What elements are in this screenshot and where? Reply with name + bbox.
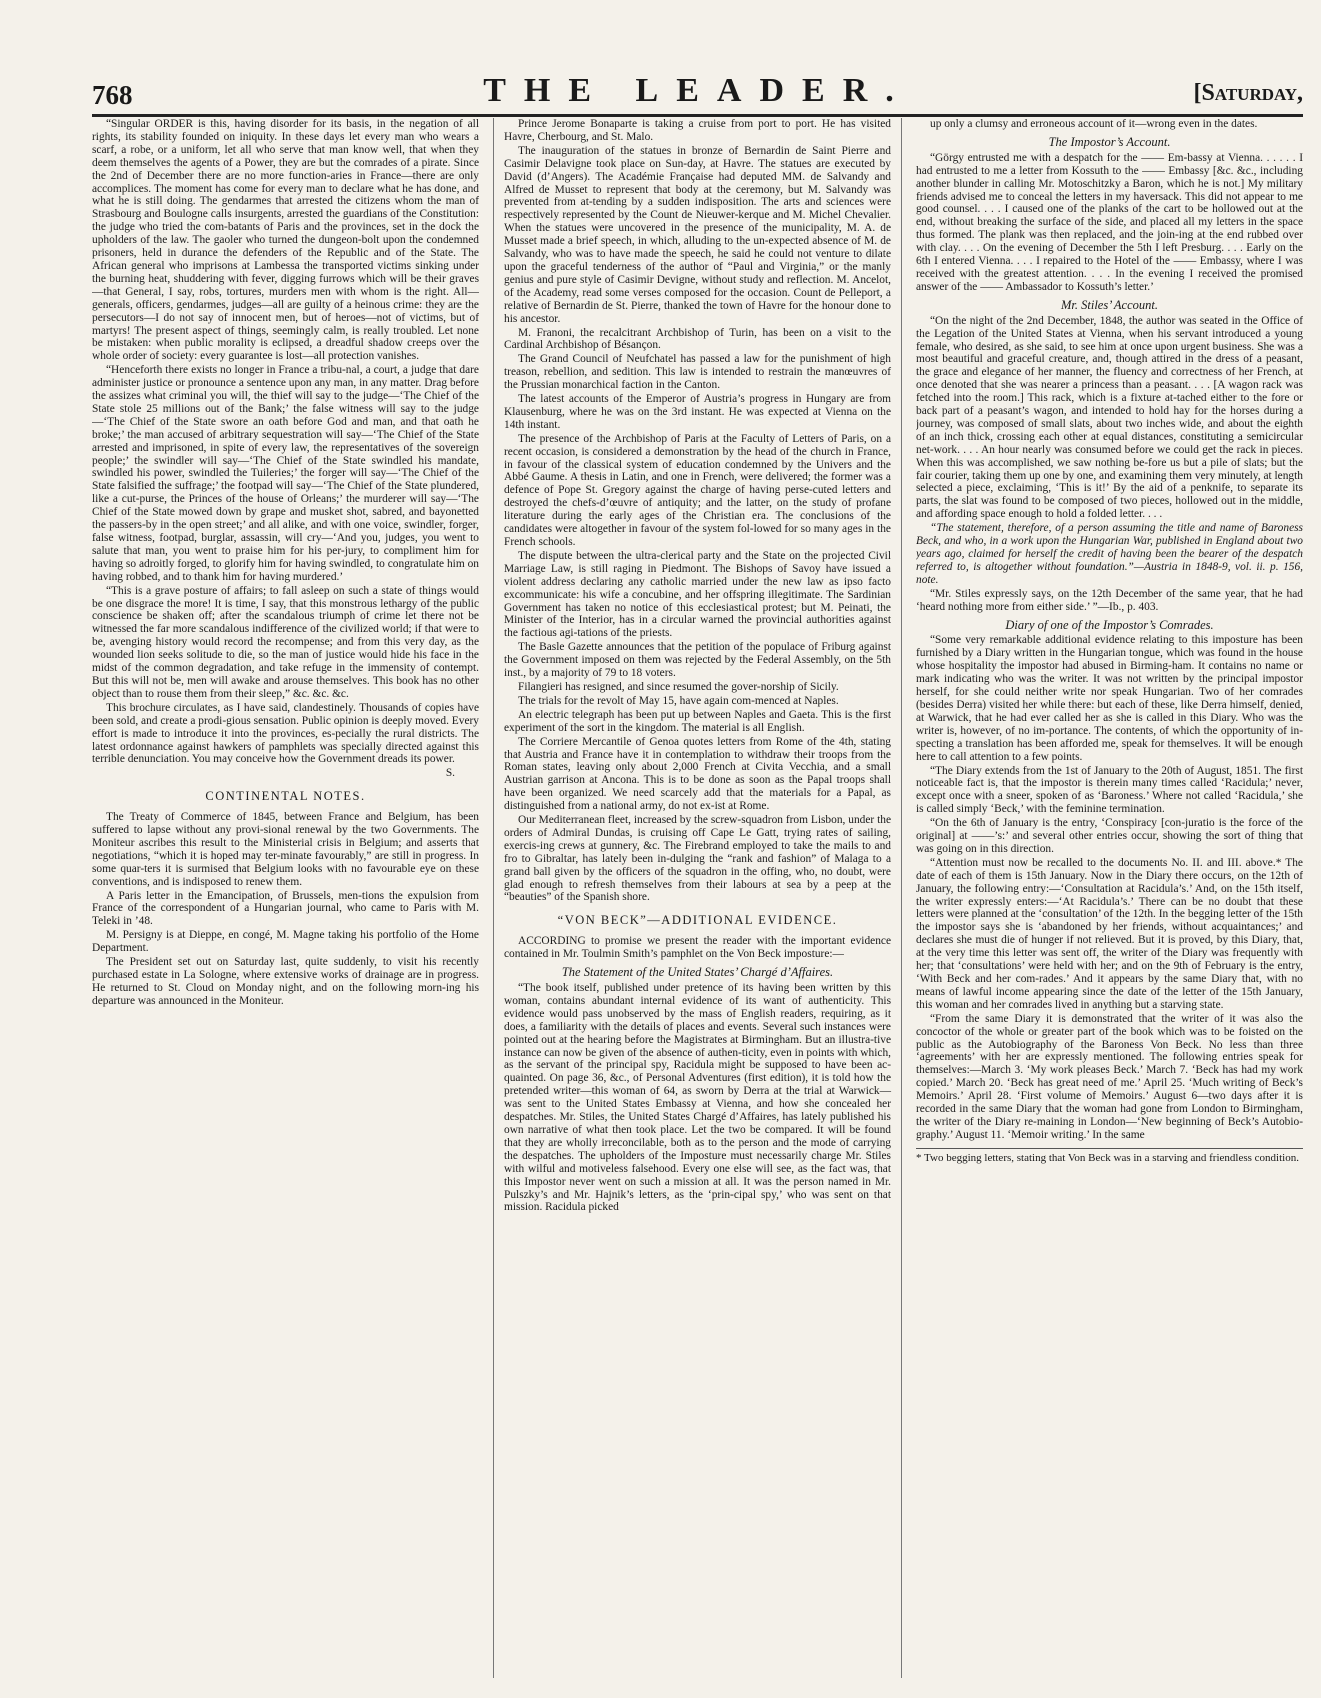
footnote: * Two begging letters, stating that Von Beck was in a starving and friendless condition.: [916, 1148, 1303, 1165]
paragraph: “The book itself, published under pretence of its having been written by this woman, contains abundant internal evidence of its want of authenticity. This evidence would pass unobserved by the mass of English readers, requiring, as it does, a familiarity with the details of places and events. Several such instances were pointed out at the hearing before the Magistrates at Birmingham. But an illustra-tive instance can now be given of the absence of authen-ticity, even in points with which, as the servant of the principal spy, Racidula might be supposed to have been ac-quainted. On page 36, &c., of Personal Adventures (first edition), it is told how the pretended writer—this woman of 64, as sworn by Derra at the trial at Warwick—was sent to the United States Embassy at Vienna, and how she concealed her despatches. Mr. Stiles, the United States Chargé d’Affaires, has lately published his own narrative of what then took place. Let the two be compared. It will be found that they are wholly irreconcilable, both as to the person and the mode of carrying the despatches. The upholders of the Imposture must necessarily charge Mr. Stiles with wilful and motiveless falsehood. Every one else will see, as the fact was, that this Impostor never went on such a mission at all. It was the person named in Mr. Pulszky’s and Mr. Hajnik’s letters, as the ‘prin-cipal spy,’ who was sent on that mission. Racidula picked: [504, 982, 891, 1214]
column-right: [916, 118, 1303, 1678]
section-heading-von-beck: “VON BECK”—ADDITIONAL EVIDENCE.: [557, 913, 838, 928]
paragraph: “On the 6th of January is the entry, ‘Conspiracy [con-juratio is the force of the original] at ——’s:’ and several other entries occur, showing the sort of thing that was going on in this direction.: [916, 817, 1303, 855]
sub-heading-diary: Diary of one of the Impostor’s Comrades.: [1005, 617, 1214, 632]
paragraph: The dispute between the ultra-clerical party and the State on the projected Civil Marriage Law, is still raging in Piedmont. The Bishops of Savoy have issued a violent address declaring any catholic married under the new law as ipso facto excommunicate: his wife a concubine, and her offspring illegitimate. The Sardinian Government has taken no notice of this ecclesiastical protest; but M. Peinati, the Minister of the Interior, has in a circular warned the provincial authorities against the factious agi-tations of the priests.: [504, 549, 891, 640]
paragraph: The President set out on Saturday last, quite suddenly, to visit his recently purchased estate in La Sologne, where extensive works of drainage are in progress. He returned to St. Cloud on Monday night, and on the following morn-ing his departure was announced in the Moniteur.: [92, 956, 479, 1007]
paragraph: up only a clumsy and erroneous account of it—wrong even in the dates.: [930, 118, 1258, 130]
paragraph: “This is a grave posture of affairs; to fall asleep on such a state of things would be one disgrace the more! It is time, I say, that this monstrous lethargy of the public conscience be shaken off; after the scandalous triumph of crime let there not be witnessed the far more scandalous indifference of the civilized world; if that were to be, avenging history would record the recompense; and from this very day, as the wounded lion seeks solitude to die, so the man of justice would hide his face in the midst of the common degradation, and take refuge in the immensity of contempt. But this will not be, men will awake and arouse themselves. This book has no other object than to rouse them from their sleep,” &c. &c. &c.: [92, 584, 479, 700]
paragraph: “From the same Diary it is demonstrated that the writer of it was also the concoctor of the whole or greater part of the book which was to be foisted on the public as the Autobiography of the Baroness Von Beck. No less than three ‘agreements’ with her are expressly mentioned. The following entries speak for themselves:—March 3. ‘My work pleases Beck.’ March 7. ‘Beck has had my work copied.’ March 20. ‘Beck has great need of me.’ April 25. ‘Much writing of Beck’s Memoirs.’ April 28. ‘First volume of Memoirs.’ August 6—two days after it is recorded in the same Diary that the woman had gone from London to Birmingham, the writer of the Diary re-maining in London—‘New beginning of Beck’s Autobio-graphy.’ August 11. ‘Memoir writing.’ In the same: [916, 1012, 1303, 1141]
paragraph: The Basle Gazette announces that the petition of the populace of Friburg against the Government imposed on them was rejected by the Federal Assembly, on the 5th inst., by a majority of 79 to 18 voters.: [504, 641, 891, 680]
paragraph: The latest accounts of the Emperor of Austria’s progress in Hungary are from Klausenburg, where he was on the 3rd instant. He was expected at Vienna on the 14th instant.: [504, 393, 891, 431]
paragraph: M. Persigny is at Dieppe, en congé, M. Magne taking his portfolio of the Home Department.: [92, 929, 479, 955]
sub-heading-statement: The Statement of the United States’ Chargé d’Affaires.: [561, 965, 834, 980]
paragraph: “The statement, therefore, of a person assuming the title and name of Baroness Beck, and who, in a work upon the Hungarian War, published in England about two years ago, claimed for herself the credit of having been the bearer of the despatch referred to, is altogether without foundation.”—Austria in 1848-9, vol. ii. p. 156, note.: [916, 522, 1303, 586]
paragraph: The presence of the Archbishop of Paris at the Faculty of Letters of Paris, on a recent occasion, is considered a demonstration by the head of the church in France, in favour of the classical system of education condemned by the Univers and the Abbé Gaume. A thesis in Latin, and one in French, were delivered; the former was a defence of Pope St. Gregory against the charge of having perse-cuted letters and destroyed the chefs-d’œuvre of antiquity; and the latter, on the study of profane literature during the early ages of the Christian era. The conclusions of the candidates were altogether in favour of the system fol-lowed for so many ages in the French schools.: [504, 432, 891, 548]
section-heading-continental-notes: CONTINENTAL NOTES.: [205, 789, 366, 804]
paragraph: The Treaty of Commerce of 1845, between France and Belgium, has been suffered to lapse without any provi-sional renewal by the two Governments. The Moniteur ascribes this result to the Ministerial crisis in Belgium; and asserts that negotiations, “which it is hoped may ter-minate favourably,” are still in progress. In some quar-ters it is surmised that Belgium looks with no favourable eye on these conventions, and is indisposed to renew them.: [92, 811, 479, 888]
paragraph: ACCORDING to promise we present the reader with the important evidence contained in Mr. Toulmin Smith’s pamphlet on the Von Beck imposture:—: [504, 935, 891, 961]
paragraph: “Some very remarkable additional evidence relating to this imposture has been furnished by a Diary written in the Hungarian tongue, which was found in the house whose hospitality the impostor had abused in Birming-ham. It contains no name or mark indicating who was the writer. It was not written by the principal impostor herself, for she could neither write nor speak Hungarian. Two of her comrades (besides Derra) visited her while there: but each of these, like Derra himself, denied, at Warwick, that he had ever called her as she is called in this Diary. Who was the writer is, however, of no im-portance. The contents, of which the opportunity of in-specting a translation has been afforded me, speak for themselves. It will be enough here to call attention to a few points.: [916, 634, 1303, 763]
paragraph: A Paris letter in the Emancipation, of Brussels, men-tions the expulsion from France of the correspondent of a Hungarian journal, who came to Paris with M. Teleki in ’48.: [92, 889, 479, 928]
paragraph: M. Franoni, the recalcitrant Archbishop of Turin, has been on a visit to the Cardinal Archbishop of Bésançon.: [504, 326, 891, 352]
page-number: 768: [92, 80, 133, 110]
paragraph: The inauguration of the statues in bronze of Bernardin de Saint Pierre and Casimir Delavigne took place on Sun-day, at Havre. The statues are executed by David (d’Angers). The Académie Française had deputed MM. de Salvandy and Alfred de Musset to represent that body at the ceremony, but M. Salvandy was prevented from at-tending by a sudden indisposition. The arts and sciences were respectively represented by the Count de Nieuwer-kerque and M. Michel Chevalier. When the statues were uncovered in the presence of the municipality, M. A. de Musset made a brief speech, in which, alluding to the un-expected absence of M. de Salvandy, who was to have made the speech, he said he could not venture to dilate upon the graceful tenderness of the author of “Paul and Virginia,” or the manly genius and pure style of Casimir Devigne, without study and reflection. M. Ancelot, of the Academy, read some verses composed for the occasion. Count de Pelleport, a relative of Bernardin de St. Pierre, thanked the town of Havre for the honour done to his ancestor.: [504, 144, 891, 325]
paragraph: “Henceforth there exists no longer in France a tribu-nal, a court, a judge that dare administer justice or pronounce a sentence upon any man, in any matter. Drag before the assizes what criminal you will, the thief will say to the judge—‘The Chief of the State stole 25 millions out of the Bank;’ the false witness will say to the judge—‘The Chief of the State swore an oath before God and man, and that oath he broke;’ the man accused of arbitrary sequestration will say—‘The Chief of the State arrested and imprisoned, in spite of every law, the representatives of the sovereign people;’ the swindler will say—‘The Chief of the State swindled his mandate, swindled his power, swindled the Tuileries;’ the forger will say—‘The Chief of the State falsified the suffrage;’ the footpad will say—‘The Chief of the State plundered, like a cut-purse, the Princes of the house of Orleans;’ the murderer will say—‘The Chief of the State mowed down by grape and musket shot, sabred, and bayonetted the passers-by in the open street;’ and all alike, and with one voice, swindler, forger, false witness, footpad, burglar, assassin, will cry—‘And you, judges, you went to salute that man, you went to praise him for his per-jury, to compliment him for having so adroitly forged, to glorify him for having swindled, to congratulate him on having robbed, and to thank him for having murdered.’: [92, 364, 479, 583]
newspaper-title: THE LEADER.: [483, 72, 912, 109]
header-rule: [92, 114, 1303, 117]
paragraph: The Corriere Mercantile of Genoa quotes letters from Rome of the 4th, stating that Austria and France have it in contemplation to withdraw their troops from the Roman states, leaving only about 2,000 French at Civita Vecchia, and a small Austrian garrison at Ancona. This is to be done as soon as the Papal troops shall have been organized. We need scarcely add that the materials for a Papal, as distinguished from a national army, do not ex-ist at Rome.: [504, 735, 891, 813]
masthead: [92, 0, 1303, 118]
paragraph: “The Diary extends from the 1st of January to the 20th of August, 1851. The first noticeable fact is, that the impostor is therein many times called ‘Racidula;’ never, except once with a sneer, spoken of as ‘Baroness.’ Where not called ‘Racidula,’ she is called simply ‘Beck,’ with the feminine termination.: [916, 764, 1303, 816]
paragraph: “Görgy entrusted me with a despatch for the —— Em-bassy at Vienna. . . . . . I had entrusted to me a letter from Kossuth to the —— Embassy [&c. &c., including another blunder in calling Mr. Motoschitzky a Baron, which he is not.] My military friends advised me to conceal the letters in my haversack. This did not appear to me good counsel. . . . I caused one of the planks of the cart to be hollowed out at the end, without breaking the surface of the side, and placed all my letters in the space thus formed. The plank was then replaced, and the join-ing at the end rubbed over with clay. . . . On the evening of December the 5th I left Presburg. . . . Early on the 6th I entered Vienna. . . . I repaired to the Hotel of the —— Embassy, where I was received with the greatest attention. . . . In the evening I received the promised answer of the —— Ambassador to Kossuth’s letter.’: [916, 151, 1303, 293]
paragraph: “Mr. Stiles expressly says, on the 12th December of the same year, that he had ‘heard nothing more from either side.’ ”—Ib., p. 403.: [916, 587, 1303, 613]
column-left: [92, 118, 479, 1678]
paragraph: The trials for the revolt of May 15, have again com-menced at Naples.: [518, 694, 839, 707]
issue-day: [Saturday,: [1193, 80, 1303, 106]
columns: [92, 118, 1303, 1678]
paragraph: An electric telegraph has been put up between Naples and Gaeta. This is the first experiment of the sort in the kingdom. The material is all English.: [504, 708, 891, 734]
paragraph: Our Mediterranean fleet, increased by the screw-squadron from Lisbon, under the orders of Admiral Dundas, is cruising off Cape Le Gatt, trying rates of sailing, exercis-ing crews at gunnery, &c. The Firebrand employed to take the mails to and fro to Gibraltar, has lately been in-dulging the “rank and fashion” of Malaga to a grand ball given by the officers of the squadron in the offing, who, no doubt, were glad enough to refresh themselves from their labours at sea by a peep at the “beauties” of the Spanish shore.: [504, 814, 891, 904]
paragraph: “Singular ORDER is this, having disorder for its basis, in the negation of all rights, its stability founded on iniquity. In these days let every man who wears a scarf, a robe, or a uniform, let all who serve that man know well, that when they deem themselves the agents of a Power, they are but the comrades of a pirate. Since the 2nd of December there are no more function-aries in France—there are only accomplices. The moment has come for every man to declare what he has done, and what he is still doing. The gendarmes that arrested the citizens whom the man of Strasbourg and Boulogne calls insurgents, arrested the guardians of the Constitution: the judge who tried the com-batants of Paris and the provinces, set in the dock the upholders of the law. The gaoler who turned the dungeon-bolt upon the condemned prisoners, held in durance the defenders of the Republic and of the State. The African general who imprisons at Lambessa the transported victims sinking under the burning heat, shuddering with fever, digging furrows which will be their graves—that General, I say, robs, tortures, murders men with whom is the right. All—generals, officers, gendarmes, judges—all are guilty of a heinous crime: they are the persecutors—I do not say of innocent men, but of heroes—not of victims, but of martyrs! The present aspect of things, seemingly calm, is really troubled. Let none be mistaken: when public morality is eclipsed, a dreadful shadow creeps over the whole order of society: every guarantee is lost—all protection vanishes.: [92, 118, 479, 363]
paragraph: Filangieri has resigned, and since resumed the gover-norship of Sicily.: [518, 680, 839, 693]
column-middle: [493, 118, 902, 1678]
paragraph: The Grand Council of Neufchatel has passed a law for the punishment of high treason, rebellion, and sedition. This law is intended to restrain the manœuvres of the Prussian monarchical faction in the Canton.: [504, 353, 891, 392]
paragraph: Prince Jerome Bonaparte is taking a cruise from port to port. He has visited Havre, Cherbourg, and St. Malo.: [504, 118, 891, 143]
sub-heading-impostor-account: The Impostor’s Account.: [1048, 134, 1171, 149]
paragraph: “On the night of the 2nd December, 1848, the author was seated in the Office of the Legation of the United States at Vienna, when his servant introduced a young female, who desired, as she said, to see him at once upon urgent business. She was a most beautiful and graceful creature, and, though attired in the dress of a peasant, the grace and elegance of her manner, the fluency and correctness of her French, at once denoted that she was nearer a princess than a peasant. . . . [A wagon rack was fetched into the room.] This rack, which is a fixture at-tached either to the fore or back part of a peasant’s wagon, and intended to hold hay for the horses during a journey, was composed of small slats, about two inches wide, and about the eighth of an inch thick, crossing each other at equal distances, constituting a semicircular net-work. . . . An hour nearly was consumed before we could get the rack in pieces. When this was accomplished, we saw nothing be-fore us but a pile of slats; but the fair courier, taking them up one by one, and examining them very minutely, at length selected a piece, exclaiming, ‘This is it!’ By the aid of a penknife, to separate its parts, the slat was found to be composed of two pieces, hollowed out in the middle, and affording space enough to hold a folded letter. . . .: [916, 314, 1303, 521]
sub-heading-stiles-account: Mr. Stiles’ Account.: [1061, 297, 1158, 312]
signature: S.: [445, 767, 455, 780]
paragraph: This brochure circulates, as I have said, clandestinely. Thousands of copies have been sold, and create a prodi-gious sensation. Public opinion is deeply moved. Every effort is made to introduce it into the provinces, es-pecially the rural districts. The latest ordonnance against hawkers of pamphlets was specially directed against this terrible denunciation. You may conceive how the Government dreads its power.: [92, 701, 479, 766]
paragraph: “Attention must now be recalled to the documents No. II. and III. above.* The date of each of them is 15th January. Now in the Diary there occurs, on the 12th of January, the following entry:—‘Consultation at Racidula’s.’ And, on the 15th itself, the writer expressly enters:—‘At Racidula’s.’ There can be no doubt that these letters were planned at the ‘consultation’ of the 12th. In the begging letter of the 15th the impostor says she is ‘abandoned by her friends, without acquaintances;’ and declares she must die of hunger if not relieved. But it is proved, by this Diary, that, at the very time this letter was sent off, the writer of the Diary was frequently with her; that ‘consultations’ were held with her; and on the 9th of February is the entry, ‘With Beck and her com-rades.’ And it appears by the same Diary that, with no means of lawful income appearing since the date of the letter of the 15th January, this woman and her comrades lived in anything but a starving state.: [916, 856, 1303, 1011]
